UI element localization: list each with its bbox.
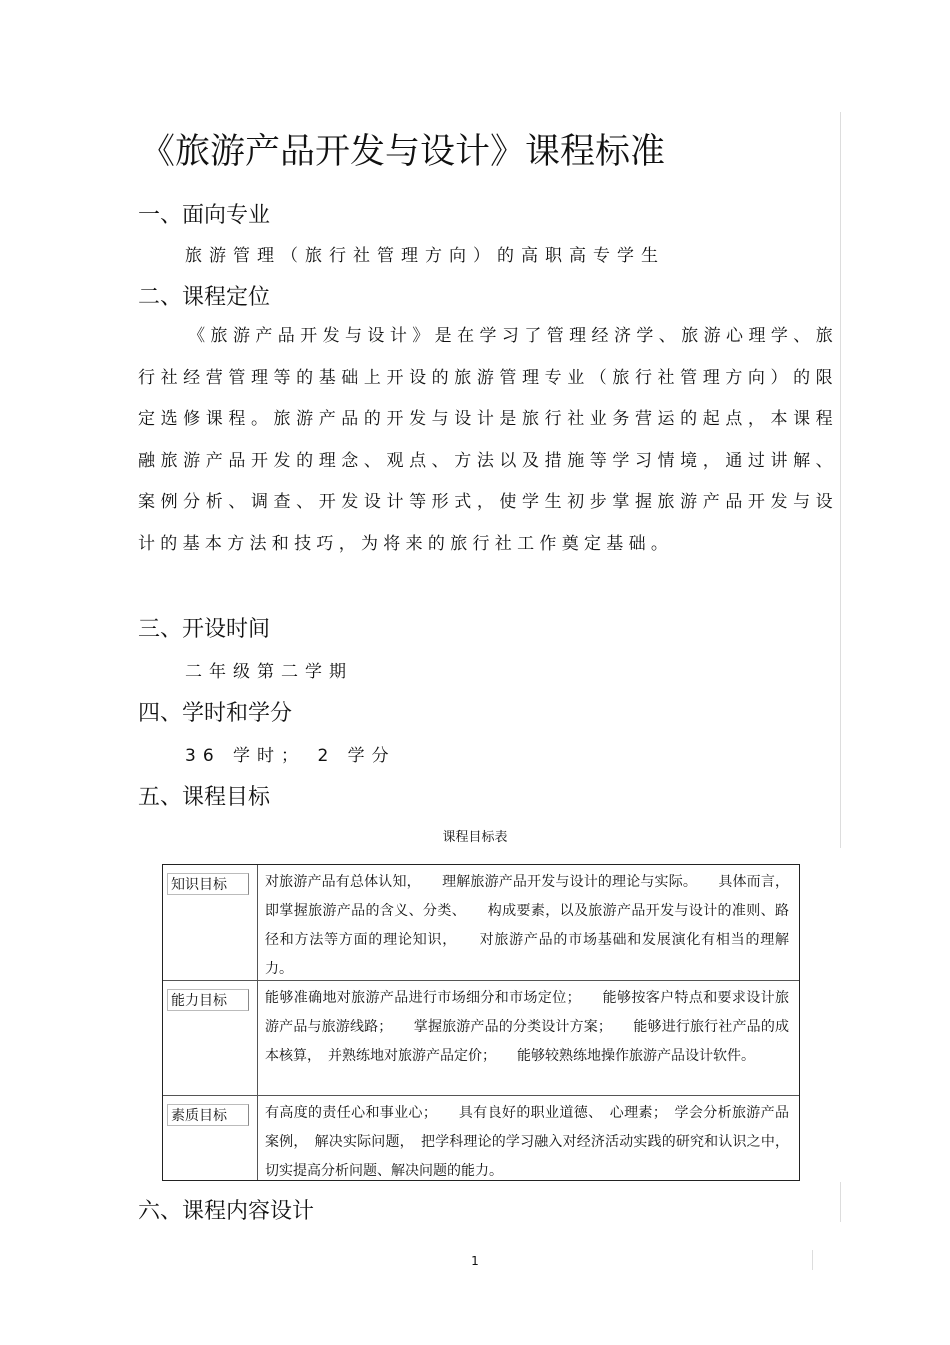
row-content: 有高度的责任心和事业心； 具有良好的职业道德、 心理素； 学会分析旅游产品案例， 解决实际问题， 把学科理论的学习融入对经济活动实践的研究和认识之中，切实提高分析问题、解决问题的能力。 xyxy=(265,1105,789,1179)
offering-semester: 二年级第二学期 xyxy=(185,662,353,682)
section-heading-5: 五、课程目标 xyxy=(138,785,271,810)
course-positioning-text: 《旅游产品开发与设计》是在学习了管理经济学、旅游心理学、旅行社经营管理等的基础上开设的旅游管理专业（旅行社管理方向）的限定选修课程。旅游产品的开发与设计是旅行社业务营运的起点，本课程融旅游产品开发的理念、观点、方法以及措施等学习情境，通过讲解、案例分析、调查、开发设计等形式，使学生初步掌握旅游产品开发与设计的基本方法和技巧，为将来的旅行社工作奠定基础。 xyxy=(138,326,838,554)
table-row xyxy=(163,865,799,981)
course-positioning-paragraph xyxy=(138,316,838,565)
table-caption: 课程目标表 xyxy=(442,830,508,845)
page-edge-line xyxy=(840,112,841,848)
row-content: 能够准确地对旅游产品进行市场细分和市场定位； 能够按客户特点和要求设计旅游产品与旅游线路； 掌握旅游产品的分类设计方案； 能够进行旅行社产品的成本核算， 并熟练地对旅游产品定价； 能够较熟练地操作旅游产品设计软件。 xyxy=(265,990,789,1064)
row-label: 素质目标 xyxy=(167,1104,249,1126)
section-heading-3: 三、开设时间 xyxy=(138,617,271,642)
target-major: 旅游管理（旅行社管理方向）的高职高专学生 xyxy=(185,246,665,266)
table-row xyxy=(163,981,799,1096)
page-edge-line xyxy=(840,1182,841,1222)
section-heading-4: 四、学时和学分 xyxy=(138,701,293,726)
row-content: 对旅游产品有总体认知， 理解旅游产品开发与设计的理论与实际。 具体而言，即掌握旅游产品的含义、分类、 构成要素，以及旅游产品开发与设计的准则、路径和方法等方面的理论知识， 对旅游产品的市场基础和发展演化有相当的理解力。 xyxy=(265,874,789,977)
hours-credits: 36 学时； 2 学分 xyxy=(185,746,396,766)
table-row xyxy=(163,1096,799,1180)
section-heading-6: 六、课程内容设计 xyxy=(138,1199,315,1224)
row-label: 知识目标 xyxy=(167,873,249,895)
course-goals-table xyxy=(162,864,800,1181)
page-number: 1 xyxy=(471,1254,479,1268)
section-heading-2: 二、课程定位 xyxy=(138,285,271,310)
row-label: 能力目标 xyxy=(167,989,249,1011)
document-title: 《旅游产品开发与设计》课程标准 xyxy=(140,132,666,172)
section-heading-1: 一、面向专业 xyxy=(138,203,271,228)
